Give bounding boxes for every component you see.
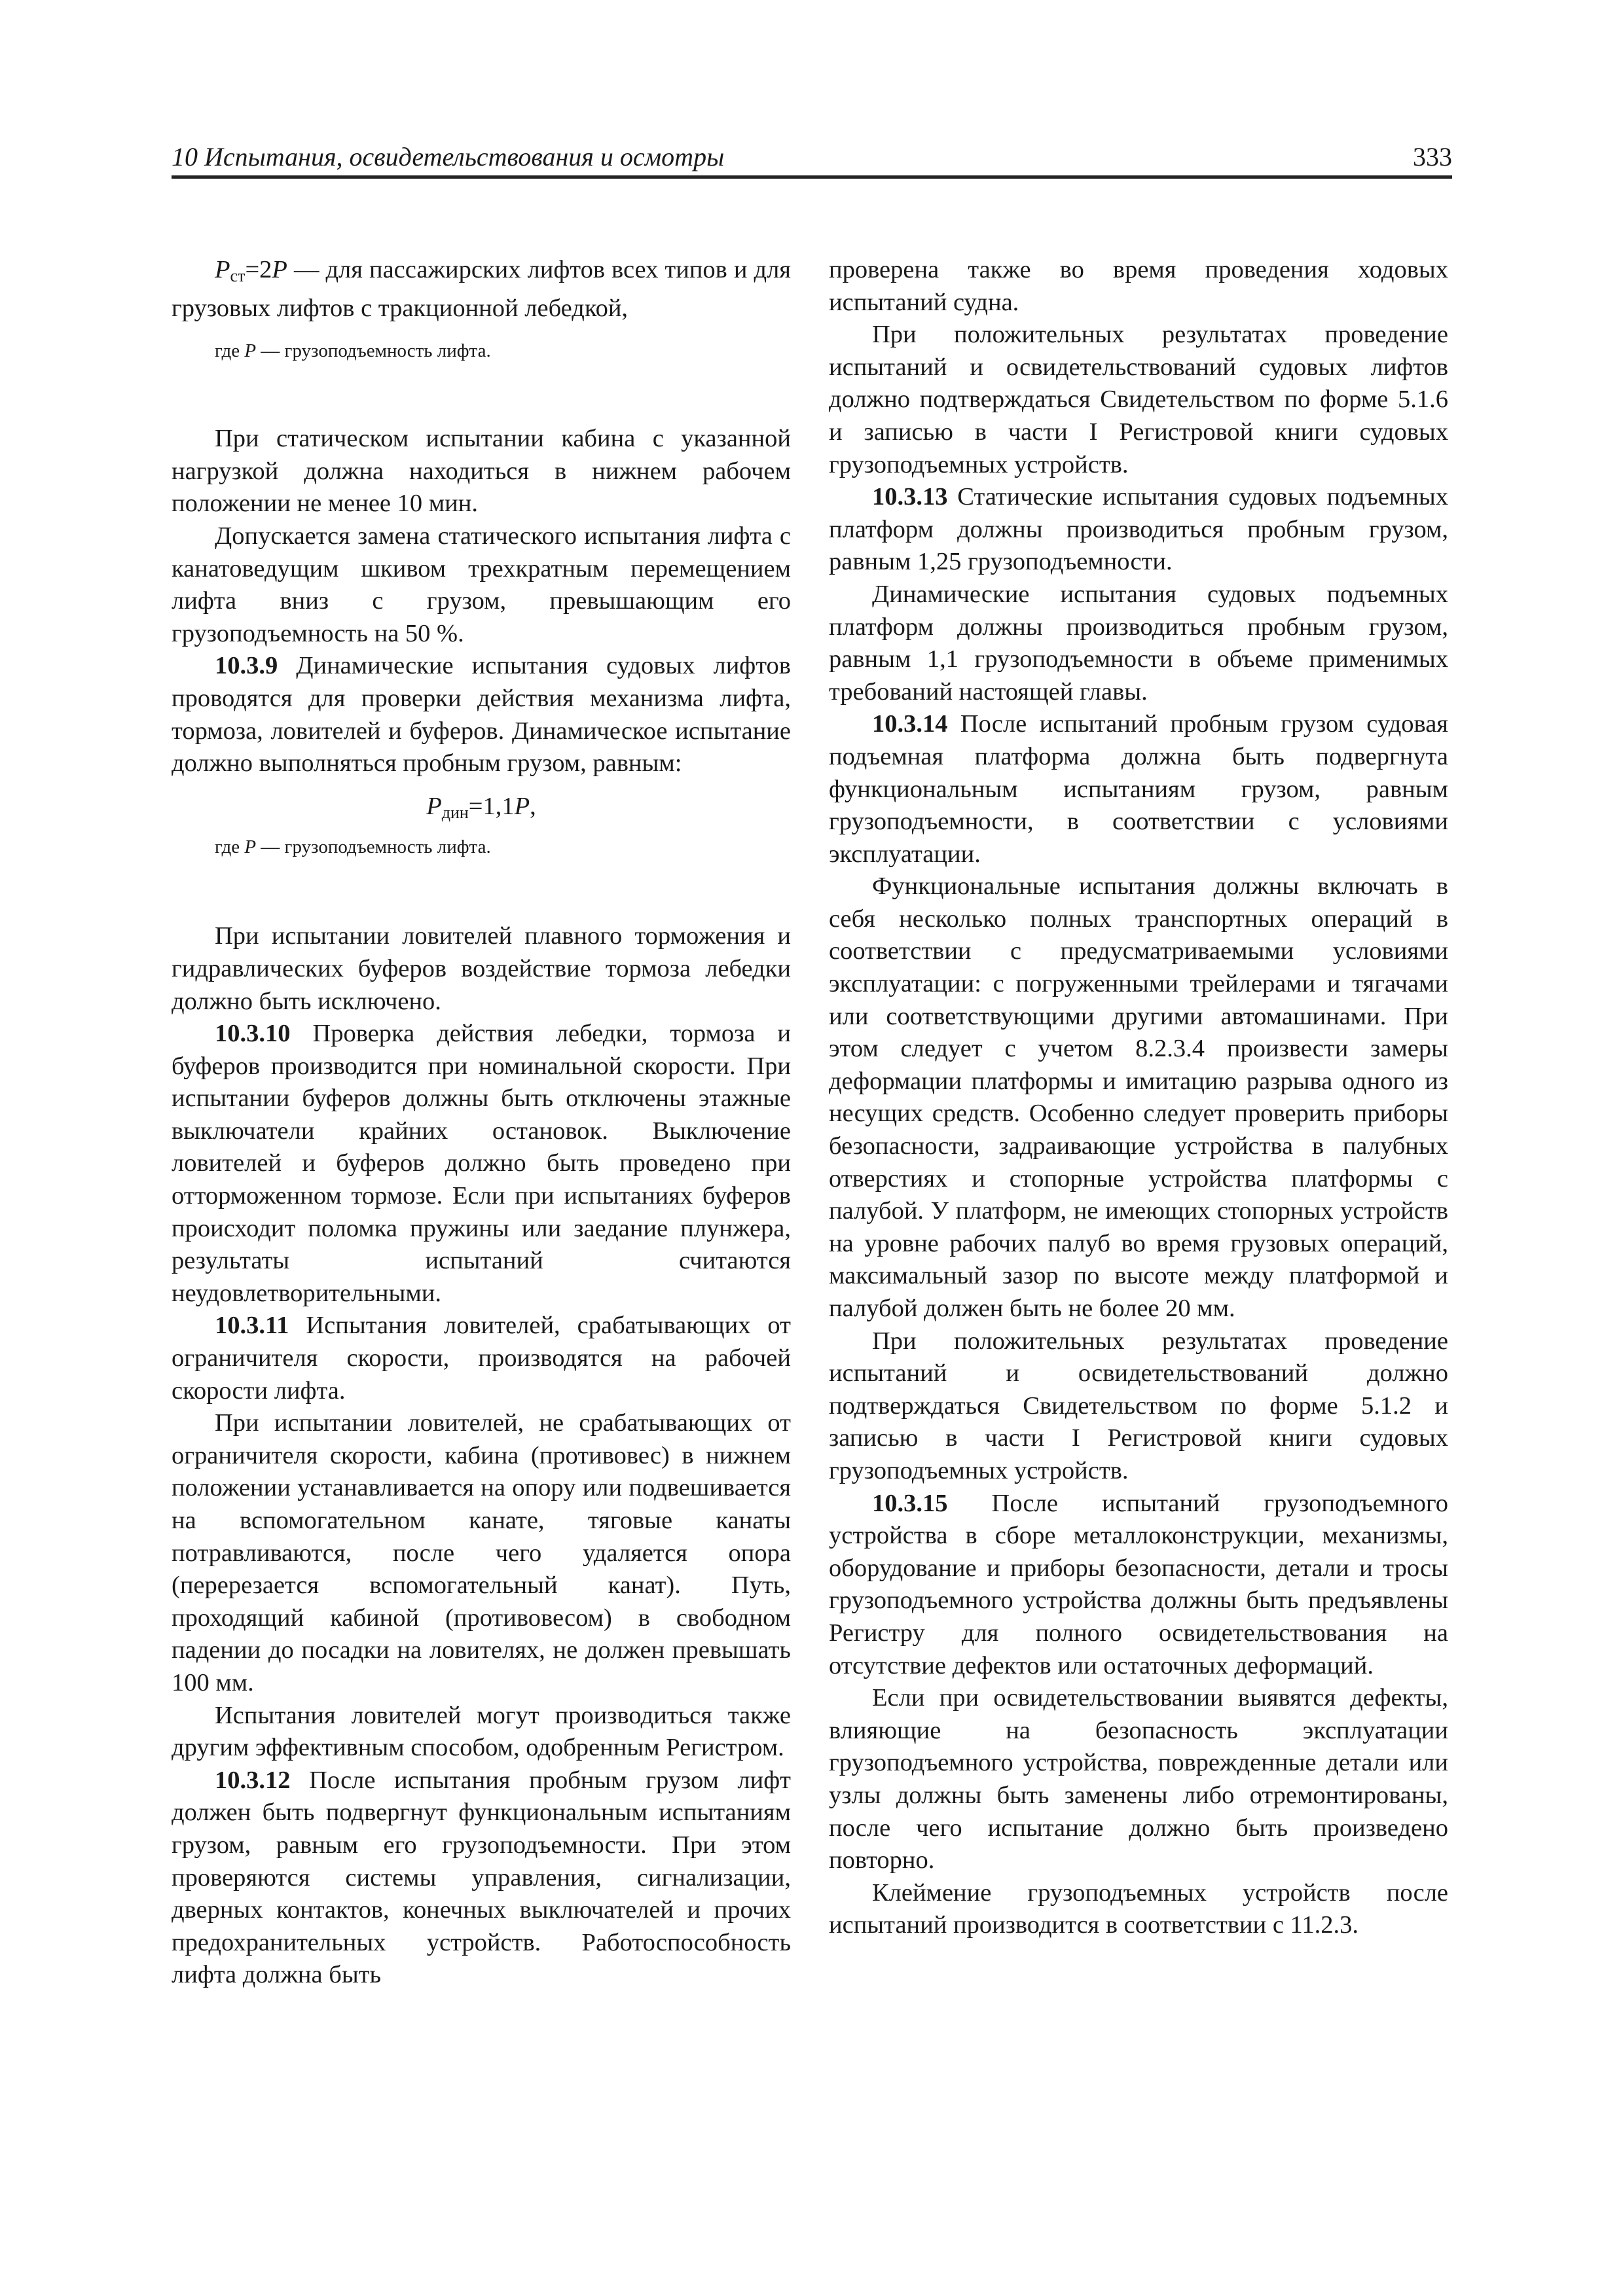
paragraph: Если при освидетельствовании выявятся дефекты, влияющие на безопасность эксплуатации грузоподъемного устройства, поврежденные детали или узлы должны быть заменены либо отремонтированы, после чего испытание должно быть произведено повторно.: [829, 1684, 1448, 1874]
chapter-title: 10 Испытания, освидетельствования и осмотры: [172, 142, 725, 171]
paragraph: При положительных результатах проведение испытаний и освидетельствований должно подтверждаться Свидетельством по форме 5.1.2 и записью в части I Регистровой книги судовых грузоподъемных устройств.: [829, 1327, 1448, 1484]
right-column: [829, 254, 1448, 1942]
formula-note: где P — грузоподъемность лифта.: [215, 836, 491, 858]
paragraph-continued: проверена также во время проведения ходовых испытаний судна.: [829, 256, 1448, 316]
clause-10-3-14: 10.3.14 После испытаний пробным грузом судовая подъемная платформа должна быть подвергнута функциональным испытаниям грузом, равным грузоподъемности, в соответствии с условиями эксплуатации.: [829, 710, 1448, 868]
paragraph: Функциональные испытания должны включать в себя несколько полных транспортных операций в соответствии с предусматриваемыми условиями эксплуатации: с погруженными трейлерами и тягачами или соответствующими другими автомашинами. При этом следует с учетом 8.2.3.4 произвести замеры деформации платформы и имитацию разрыва одного из несущих средств. Особенно следует проверить приборы безопасности, задраивающие устройства в палубных отверстиях и стопорные устройства платформы с палубой. У платформ, не имеющих стопорных устройств на уровне рабочих палуб во время грузовых операций, максимальный зазор по высоте между платформой и палубой должен быть не более 20 мм.: [829, 872, 1448, 1322]
formula-static-load: $P_{ст}=2P$ — для пассажирских лифтов всех типов и для грузовых лифтов с тракционной лебедкой,: [172, 256, 791, 322]
clause-10-3-13: 10.3.13 Статические испытания судовых подъемных платформ должны производиться пробным грузом, равным 1,25 грузоподъемности.: [829, 483, 1448, 576]
paragraph: При положительных результатах проведение испытаний и освидетельствований судовых лифтов должно подтверждаться Свидетельством по форме 5.1.6 и записью в части I Регистровой книги судовых грузоподъемных устройств.: [829, 321, 1448, 478]
running-header: [172, 141, 1452, 181]
paragraph: Динамические испытания судовых подъемных платформ должны производиться пробным грузом, равным 1,1 грузоподъемности в объеме применимых требований настоящей главы.: [829, 580, 1448, 706]
left-column: [172, 254, 791, 1992]
formula-dynamic-load: $P_{дин}=1,1P$,: [426, 792, 536, 822]
paragraph: При испытании ловителей плавного торможения и гидравлических буферов воздействие тормоза лебедки должно быть исключено.: [172, 922, 791, 1015]
clause-10-3-9: 10.3.9 Динамические испытания судовых лифтов проводятся для проверки действия механизма лифта, тормоза, ловителей и буферов. Динамическое испытание должно выполняться пробным грузом, равным:: [172, 652, 791, 778]
paragraph: Клеймение грузоподъемных устройств после испытаний производится в соответствии с 11.2.3.: [829, 1878, 1448, 1939]
page-number: 333: [1413, 142, 1452, 171]
formula-note: где P — грузоподъемность лифта.: [215, 340, 491, 362]
paragraph: При статическом испытании кабина с указанной нагрузкой должна находиться в нижнем рабочем положении не менее 10 мин.: [172, 425, 791, 518]
header-rule: [172, 175, 1452, 179]
clause-10-3-10: 10.3.10 Проверка действия лебедки, тормоза и буферов производится при номинальной скорости. При испытании буферов должны быть отключены этажные выключатели крайних остановок. Выключение ловителей и буферов должно быть проведено при отторможенном тормозе. Если при испытаниях буферов происходит поломка пружины или заедание плунжера, результаты испытаний считаются неудовлетворительными.: [172, 1020, 791, 1307]
paragraph: При испытании ловителей, не срабатывающих от ограничителя скорости, кабина (противовес) в нижнем положении устанавливается на опору или подвешивается на вспомогательном канате, тяговые канаты потравливаются, после чего удаляется опора (перерезается вспомогательный канат). Путь, проходящий кабиной (противовесом) в свободном падении до посадки на ловителях, не должен превышать 100 мм.: [172, 1409, 791, 1696]
clause-10-3-12: 10.3.12 После испытания пробным грузом лифт должен быть подвергнут функциональным испытаниям грузом, равным его грузоподъемности. При этом проверяются системы управления, сигнализации, дверных контактов, конечных выключателей и прочих предохранительных устройств. Работоспособность лифта должна быть: [172, 1766, 791, 1989]
paragraph: Допускается замена статического испытания лифта с канатоведущим шкивом трехкратным перемещением лифта вниз с грузом, превышающим его грузоподъемность на 50 %.: [172, 522, 791, 647]
paragraph: Испытания ловителей могут производиться также другим эффективным способом, одобренным Регистром.: [172, 1701, 791, 1762]
clause-10-3-11: 10.3.11 Испытания ловителей, срабатывающих от ограничителя скорости, производятся на рабочей скорости лифта.: [172, 1312, 791, 1405]
clause-10-3-15: 10.3.15 После испытаний грузоподъемного устройства в сборе металлоконструкции, механизмы, оборудование и приборы безопасности, детали и тросы грузоподъемного устройства должны быть предъявлены Регистру для полного освидетельствования на отсутствие дефектов или остаточных деформаций.: [829, 1489, 1448, 1679]
